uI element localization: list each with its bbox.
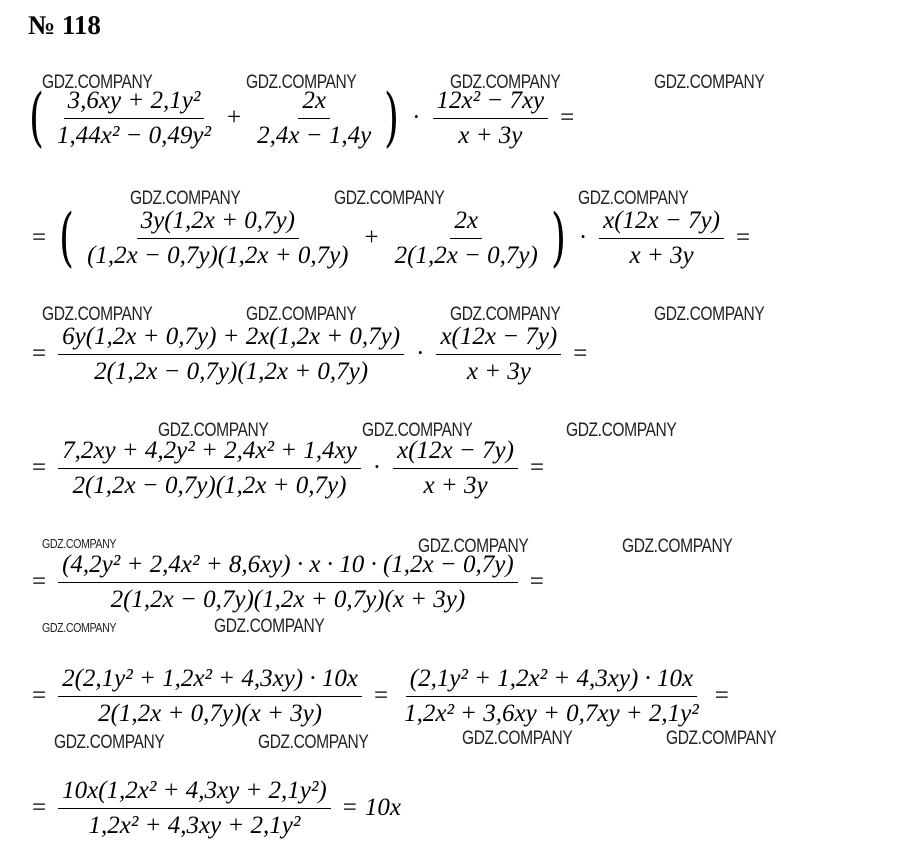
fraction [83,207,352,270]
equals-sign: = [32,454,47,481]
equals-sign: = [529,568,544,595]
watermark: GDZ.COMPANY [42,72,153,93]
numerator: 2x [450,207,482,239]
watermark: GDZ.COMPANY [462,728,573,749]
fraction [58,777,331,840]
numerator: 6y(1,2x + 0,7y) + 2x(1,2x + 0,7y) [58,323,404,355]
dot-operator: · [416,340,425,367]
denominator: 2(1,2x − 0,7y) [394,241,538,269]
watermark: GDZ.COMPANY [666,728,777,749]
denominator: 1,2x² + 4,3xy + 2,1y² [88,811,301,839]
fraction [58,323,404,386]
watermark: GDZ.COMPANY [42,536,117,551]
watermark: GDZ.COMPANY [362,420,473,441]
numerator: x(12x − 7y) [599,207,724,239]
denominator: x + 3y [458,121,523,149]
fraction [391,207,542,270]
fraction [253,87,375,150]
numerator: 7,2xy + 4,2y² + 2,4x² + 1,4xy [58,437,361,469]
fraction [436,323,561,386]
watermark: GDZ.COMPANY [246,72,357,93]
denominator: 1,44x² − 0,49y² [56,121,212,149]
numerator: 12x² − 7xy [433,87,549,119]
left-paren: ( [59,201,75,275]
denominator: 2(1,2x − 0,7y)(1,2x + 0,7y) [72,471,347,499]
problem-title: № 118 [28,10,101,40]
equals-sign: = [32,682,47,709]
fraction [433,87,549,150]
equation-line-3 [24,314,595,394]
dot-operator: · [372,454,382,481]
equals-sign: = [529,454,545,481]
equation-line-7 [24,768,401,848]
equals-sign: = [714,682,729,709]
numerator: 10x(1,2x² + 4,3xy + 2,1y²) [58,777,331,809]
numerator: (4,2y² + 2,4x² + 8,6xy) · x · 10 · (1,2x − 0,7y) [58,551,518,583]
equals-sign: = [560,104,575,131]
dot-operator: · [412,104,421,131]
watermark: GDZ.COMPANY [578,188,689,209]
watermark: GDZ.COMPANY [54,732,165,753]
denominator: 2(1,2x − 0,7y)(1,2x + 0,7y) [94,357,369,385]
equals-sign: = [32,340,47,367]
watermark: GDZ.COMPANY [42,304,153,325]
denominator: x + 3y [466,357,531,385]
watermark: GDZ.COMPANY [622,536,733,557]
fraction [58,551,518,614]
numerator: (2,1y² + 1,2x² + 4,3xy) · 10x [406,665,697,697]
watermark: GDZ.COMPANY [158,420,269,441]
right-paren: ) [550,201,566,275]
fraction [58,437,361,500]
denominator: x + 3y [423,471,488,499]
equals-sign: = [373,682,389,709]
watermark: GDZ.COMPANY [654,304,765,325]
equals-sign: = [32,794,47,821]
plus-sign: + [364,224,379,251]
watermark: GDZ.COMPANY [450,72,561,93]
fraction [599,207,724,270]
numerator: x(12x − 7y) [436,323,561,355]
fraction [53,87,215,150]
watermark: GDZ.COMPANY [214,616,325,637]
numerator: 3,6xy + 2,1y² [64,87,205,119]
equals-sign: = [573,340,588,367]
numerator: x(12x − 7y) [393,437,518,469]
watermark: GDZ.COMPANY [334,188,445,209]
denominator: (1,2x − 0,7y)(1,2x + 0,7y) [87,241,349,269]
equation-line-6 [24,656,737,736]
fraction [58,665,362,728]
numerator: 2(2,1y² + 1,2x² + 4,3xy) · 10x [58,665,362,697]
denominator: x + 3y [629,241,694,269]
dot-operator: · [578,224,588,251]
plus-sign: + [227,104,242,131]
equals-sign: = [735,224,751,251]
equation-line-2 [24,198,758,278]
denominator: 1,2x² + 3,6xy + 0,7xy + 2,1y² [404,699,699,727]
watermark: GDZ.COMPANY [566,420,677,441]
watermark: GDZ.COMPANY [418,536,529,557]
denominator: 2,4x − 1,4y [257,121,372,149]
watermark: GDZ.COMPANY [42,620,117,635]
fraction [393,437,518,500]
left-paren: ( [28,81,44,155]
numerator: 2x [298,87,330,119]
equals-sign: = [32,568,47,595]
equals-sign: = [342,794,357,821]
fraction [400,665,703,728]
watermark: GDZ.COMPANY [130,188,241,209]
watermark: GDZ.COMPANY [450,304,561,325]
right-paren: ) [384,81,400,155]
equation-line-4 [24,428,552,508]
watermark: GDZ.COMPANY [654,72,765,93]
equals-sign: = [32,224,47,251]
numerator: 3y(1,2x + 0,7y) [137,207,299,239]
denominator: 2(1,2x + 0,7y)(x + 3y) [98,699,323,727]
watermark: GDZ.COMPANY [258,732,369,753]
watermark: GDZ.COMPANY [246,304,357,325]
denominator: 2(1,2x − 0,7y)(1,2x + 0,7y)(x + 3y) [110,585,466,613]
final-result: 10x [364,794,401,821]
